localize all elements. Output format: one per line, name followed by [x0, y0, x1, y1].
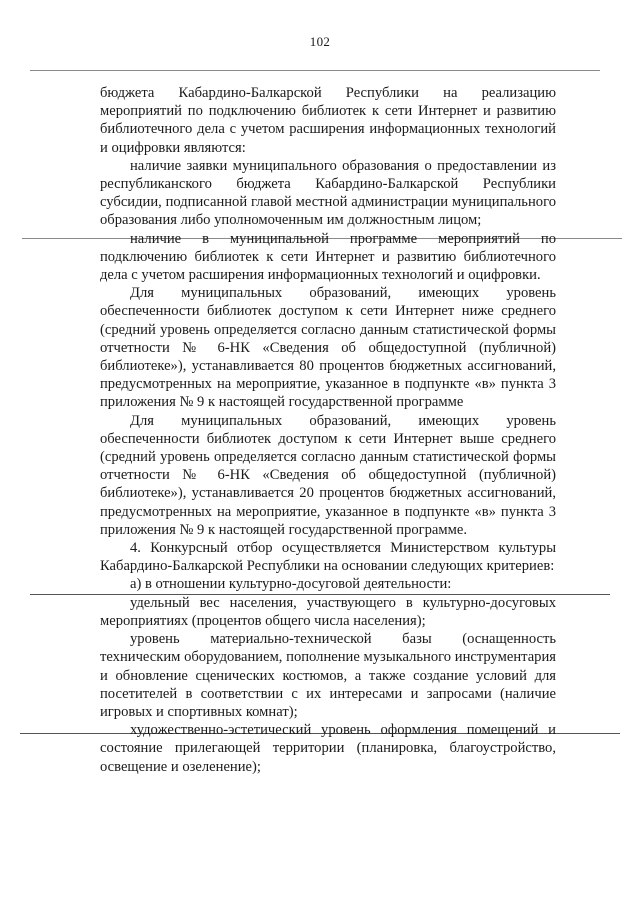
paragraph-below-average: Для муниципальных образований, имеющих уровень обеспеченности библиотек доступом к сети Интернет ниже среднего (средний уровень определяется согласно данным статистической формы отчетности № 6-НК «Сведения об общедоступной (публичной) библиотеке»), устанавливается 80 процентов бюджетных ассигнований, предусмотренных на мероприятие, указанное в подпункте «в» пункта 3 приложения № 9 к настоящей государственной программе [100, 285, 556, 411]
paragraph-application: наличие заявки муниципального образования о предоставлении из республиканского бюджета Кабардино-Балкарской Республики субсидии, подписанной главой местной администрации муниципального образования либо уполномоченным им должностным лицом; [100, 157, 556, 229]
paragraph-municipal-program: наличие в муниципальной программе мероприятий по подключению библиотек к сети Интернет и развитию библиотечного дела с учетом расширения информационных технологий и оцифровки. [100, 230, 556, 284]
paragraph-aesthetic-level: художественно-эстетический уровень оформления помещений и состояние прилегающей территории (планировка, благоустройство, освещение и озеленение); [100, 722, 556, 775]
paragraph-criteria-a: а) в отношении культурно-досуговой деятельности: [130, 576, 452, 593]
paragraph-intro-continuation: бюджета Кабардино-Балкарской Республики на реализацию мероприятий по подключению библиотек к сети Интернет и развитию библиотечного дела с учетом расширения информационных технологий и оцифровки являются: [100, 85, 556, 156]
document-body [100, 84, 556, 776]
paragraph-material-base: уровень материально-технической базы (оснащенность техническим оборудованием, пополнение музыкального инструментария и обновление сценических костюмов, а также создание условий для посетителей в соответствии с их интересами и запросами (наличие игровых и спортивных комнат); [100, 631, 556, 720]
scan-line-top [30, 70, 600, 71]
page-number: 102 [309, 34, 331, 49]
paragraph-population-share: удельный вес населения, участвующего в культурно-досуговых мероприятиях (процентов общего числа населения); [100, 594, 556, 629]
paragraph-above-average: Для муниципальных образований, имеющих уровень обеспеченности библиотек доступом к сети Интернет выше среднего (средний уровень определяется согласно данным статистической формы отчетности № 6-НК «Сведения об общедоступной (публичной) библиотеке»), устанавливается 20 процентов бюджетных ассигнований, предусмотренных на мероприятие, указанное в подпункте «в» пункта 3 приложения № 9 к настоящей государственной программе. [100, 412, 556, 538]
paragraph-competitive-selection: 4. Конкурсный отбор осуществляется Министерством культуры Кабардино-Балкарской Республики на основании следующих критериев: [100, 540, 556, 575]
